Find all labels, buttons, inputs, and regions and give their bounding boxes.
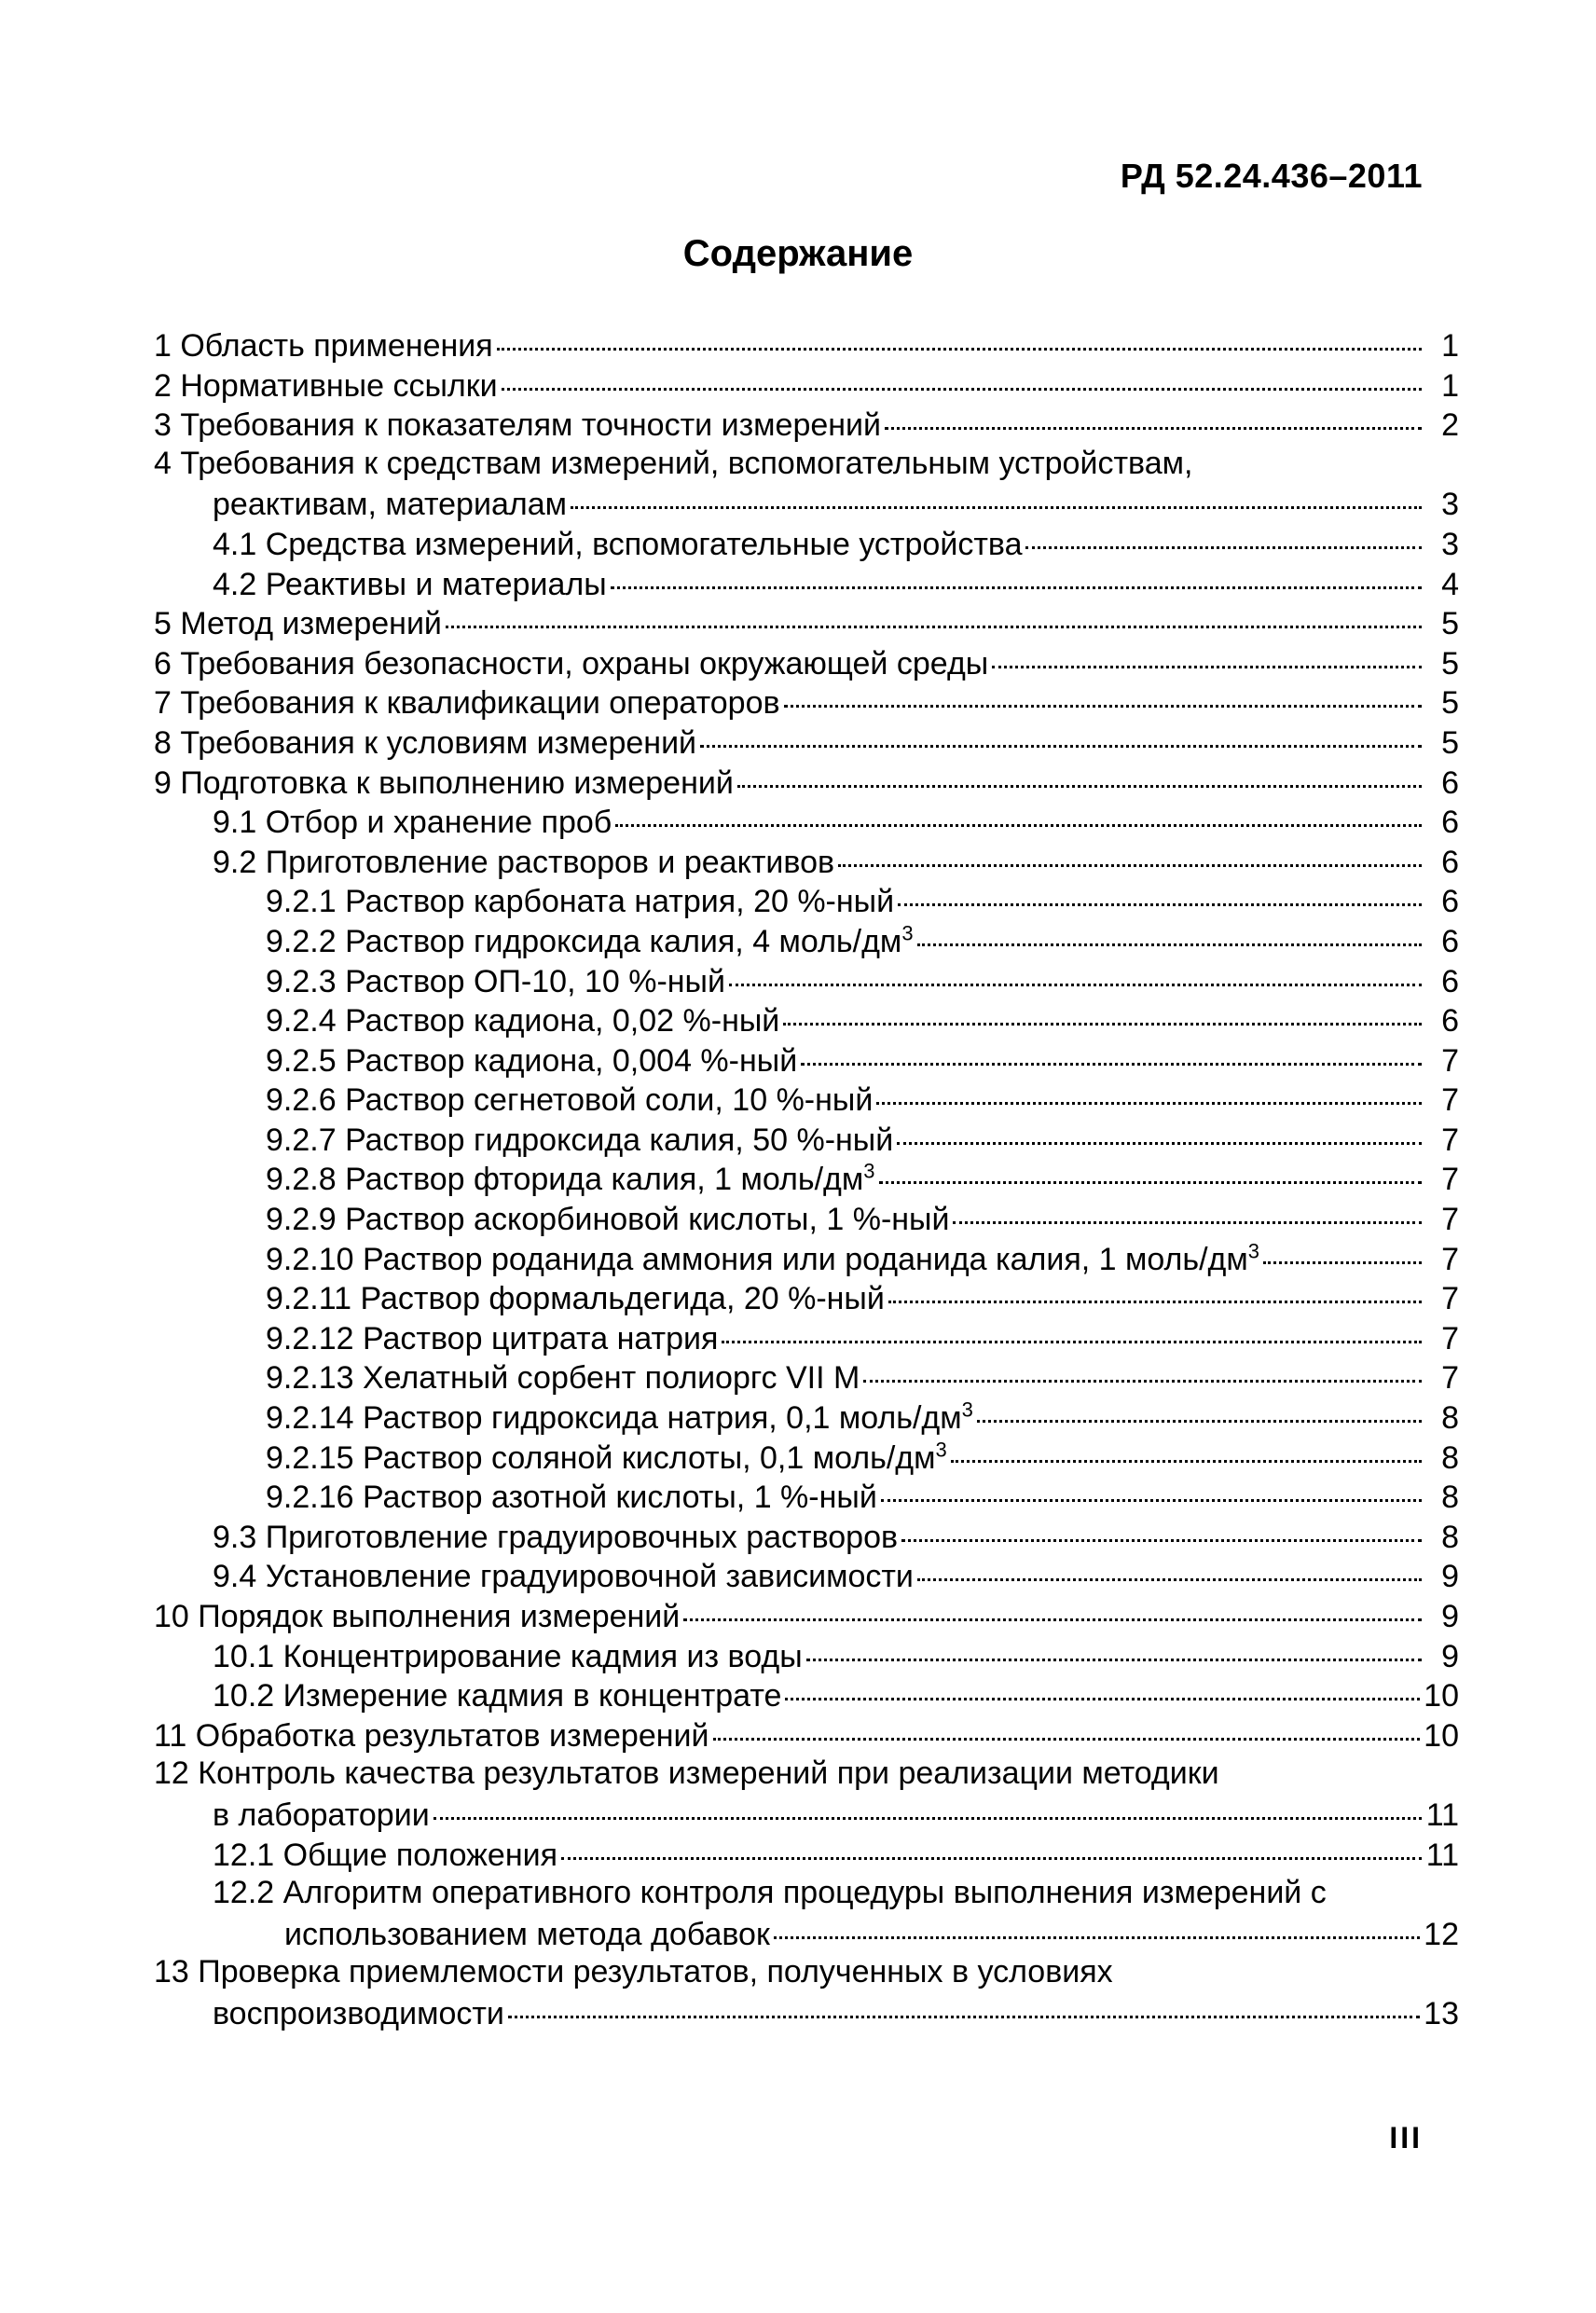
toc-entry-text: использованием метода добавок [284,1916,770,1952]
toc-entry-text: 9.2 Приготовление растворов и реактивов [213,844,835,880]
dot-leader [611,563,1422,595]
toc-entry-title [266,1398,973,1439]
dot-leader [571,483,1422,515]
toc-entry-title [266,1358,860,1398]
toc-entry-text: 9.2.2 Раствор гидроксида калия, 4 моль/дм [266,923,902,959]
toc-entry-text: 9.2.3 Раствор ОП-10, 10 %-ный [266,963,725,999]
toc-entry-title [266,1319,718,1359]
toc-entry-page: 7 [1441,1241,1459,1277]
dot-leader [876,1079,1422,1110]
toc-entry-title [213,1518,898,1558]
toc-entry-page: 8 [1441,1400,1459,1437]
toc-entry-text: 9.4 Установление градуировочной зависимости [213,1559,914,1595]
toc-entry-text: 7 Требования к квалификации операторов [154,685,780,722]
toc-entry-page: 3 [1441,526,1459,562]
dot-leader [497,324,1422,356]
toc-entry-superscript: 3 [901,921,914,945]
toc-entry[interactable] [154,602,1459,642]
toc-entry-title [154,604,442,644]
toc-entry-text: 8 Требования к условиям измерений [154,724,697,761]
dot-leader [774,1913,1420,1945]
toc-entry-page: 9 [1441,1559,1459,1595]
toc-entry[interactable] [154,1555,1459,1595]
toc-entry-text: 12.2 Алгоритм оперативного контроля процедуры выполнения измерений с [213,1875,1327,1911]
toc-entry[interactable] [154,1952,1459,1992]
toc-entry[interactable] [154,1079,1459,1119]
toc-entry-title [154,444,1192,484]
toc-entry-title [284,1915,770,1955]
toc-entry-title [154,644,988,684]
toc-entry[interactable] [154,1635,1459,1675]
toc-entry-text: 9.2.15 Раствор соляной кислоты, 0,1 моль/дм [266,1439,936,1476]
toc-entry-page: 7 [1441,1202,1459,1238]
toc-entry-text: 4.2 Реактивы и материалы [213,566,607,602]
toc-entry-title [266,1041,797,1081]
toc-entry-text: 10.1 Концентрирование кадмия из воды [213,1638,803,1674]
toc-entry-title [266,1240,1259,1280]
toc-entry[interactable] [154,1437,1459,1477]
toc-entry-title [154,683,780,723]
toc-entry-page: 10 [1424,1678,1459,1714]
toc-entry-text: 9.2.6 Раствор сегнетовой соли, 10 %-ный [266,1082,874,1119]
toc-entry[interactable] [154,324,1459,365]
toc-entry-title [213,843,834,883]
toc-entry-text: 10 Порядок выполнения измерений [154,1599,681,1634]
toc-entry[interactable] [154,762,1459,802]
toc-entry[interactable] [154,1595,1459,1635]
toc-entry-title [154,764,734,804]
toc-entry-page: 7 [1441,1360,1459,1397]
toc-entry-page: 6 [1441,884,1459,920]
toc-entry-text: 13 Проверка приемлемости результатов, полученных в условиях [154,1954,1113,1990]
toc-entry-page: 5 [1441,645,1459,682]
toc-entry-text: в лаборатории [213,1797,430,1833]
toc-entry-text: 9.2.13 Хелатный сорбент полиоргс VII М [266,1360,860,1397]
toc-entry-page: 1 [1441,367,1459,404]
toc-entry-title [154,326,493,366]
toc-entry[interactable] [154,1119,1459,1159]
toc-entry-page: 9 [1441,1638,1459,1674]
toc-entry-title [154,723,696,764]
toc-entry-page: 11 [1425,1837,1459,1873]
toc-entry-title [213,1873,1327,1913]
toc-entry[interactable] [154,841,1459,881]
toc-entry-text: 9.2.16 Раствор азотной кислоты, 1 %-ный [266,1480,877,1516]
toc-entry-page: 10 [1424,1717,1459,1754]
toc-entry[interactable] [154,1476,1459,1516]
toc-entry-superscript: 3 [863,1160,875,1184]
dot-leader [713,1714,1421,1746]
toc-entry[interactable] [154,1674,1459,1714]
toc-entry-title [213,1836,557,1876]
toc-entry-page: 7 [1441,1042,1459,1079]
toc-entry-text: 9.2.14 Раствор гидроксида натрия, 0,1 моль/дм [266,1400,962,1437]
toc-entry-page: 7 [1441,1320,1459,1356]
toc-entry[interactable] [154,999,1459,1039]
toc-entry[interactable] [154,1039,1459,1080]
toc-entry-text: 12 Контроль качества результатов измерений при реализации методики [154,1755,1219,1792]
toc-entry[interactable] [154,642,1459,682]
page-number: III [1389,2121,1423,2155]
toc-entry-text: 9.2.4 Раствор кадиона, 0,02 %-ный [266,1003,780,1039]
toc-entry-title [213,525,1022,565]
toc-entry-page: 12 [1424,1916,1459,1952]
toc-entry-superscript: 3 [1247,1239,1260,1263]
toc-entry-title [266,1478,877,1518]
toc-entry-title [266,1081,873,1121]
dot-leader [901,1516,1422,1548]
toc-entry-text: 5 Метод измерений [154,606,442,642]
dot-leader [881,1476,1422,1508]
table-of-contents [154,324,1459,2032]
toc-entry-text: 9.2.9 Раствор аскорбиновой кислоты, 1 %-ный [266,1202,950,1238]
toc-entry[interactable] [154,523,1459,563]
dot-leader [722,1317,1422,1349]
dot-leader [885,404,1422,435]
toc-entry[interactable] [154,563,1459,603]
dot-leader [917,1555,1422,1587]
toc-entry[interactable] [154,1356,1459,1397]
toc-entry[interactable] [154,920,1459,960]
toc-entry-title [266,962,725,1002]
toc-entry[interactable] [154,1992,1459,2032]
dot-leader [508,1992,1420,2024]
document-code: РД 52.24.436–2011 [1120,157,1423,195]
toc-entry-text: 9.2.1 Раствор карбоната натрия, 20 %-ный [266,884,895,920]
dot-leader [1263,1238,1422,1270]
toc-entry-title [266,1200,949,1240]
toc-entry-title [266,1279,885,1319]
dot-leader [898,880,1422,912]
toc-entry[interactable] [154,1158,1459,1198]
dot-leader [888,1277,1422,1309]
toc-entry-page: 1 [1441,328,1459,364]
toc-entry-page: 7 [1441,1082,1459,1119]
toc-entry-text: 9.2.5 Раствор кадиона, 0,004 %-ный [266,1042,798,1079]
dot-leader [784,682,1422,713]
toc-entry[interactable] [154,1714,1459,1755]
dot-leader [838,841,1422,873]
toc-entry-title [266,882,894,922]
toc-entry-text: 9.1 Отбор и хранение проб [213,805,612,841]
toc-entry[interactable] [154,1834,1459,1874]
page-title: Содержание [682,233,914,274]
toc-entry-text: 6 Требования безопасности, охраны окружающей среды [154,645,989,682]
toc-entry-text: 9.3 Приготовление градуировочных растворов [213,1519,899,1555]
toc-entry-page: 7 [1441,1281,1459,1317]
dot-leader [502,365,1422,396]
toc-entry[interactable] [154,1873,1459,1913]
toc-entry-page: 13 [1424,1995,1459,2031]
toc-entry-text: воспроизводимости [213,1995,504,2031]
toc-entry[interactable] [154,722,1459,762]
toc-entry-superscript: 3 [935,1438,947,1462]
toc-entry-page: 5 [1441,685,1459,722]
toc-entry[interactable] [154,1238,1459,1278]
toc-entry[interactable] [154,682,1459,722]
toc-entry-superscript: 3 [961,1397,973,1422]
dot-leader [785,1674,1420,1706]
toc-entry-text: 9.2.10 Раствор роданида аммония или роданида калия, 1 моль/дм [266,1241,1248,1277]
toc-entry[interactable] [154,1198,1459,1238]
toc-entry-title [213,565,607,605]
toc-entry-page: 3 [1441,487,1459,523]
toc-entry-page: 7 [1441,1162,1459,1198]
dot-leader [615,801,1422,833]
toc-entry-title [213,1557,914,1597]
toc-entry[interactable] [154,1754,1459,1794]
toc-entry-page: 5 [1441,606,1459,642]
toc-entry-text: 4.1 Средства измерений, вспомогательные устройства [213,526,1023,562]
toc-entry[interactable] [154,1277,1459,1317]
toc-entry[interactable] [154,365,1459,405]
toc-entry-title [266,1160,875,1200]
dot-leader [446,602,1422,634]
toc-entry-title [154,366,498,406]
toc-entry-text: 1 Область применения [154,328,493,364]
toc-entry-text: 9 Подготовка к выполнению измерений [154,764,734,801]
toc-entry-page: 4 [1441,566,1459,602]
toc-entry-page: 6 [1441,805,1459,841]
toc-entry-page: 6 [1441,963,1459,999]
toc-entry[interactable] [154,444,1459,484]
toc-entry-page: 6 [1441,844,1459,880]
dot-leader [917,920,1422,952]
toc-entry-page: 6 [1441,1003,1459,1039]
dot-leader [951,1437,1422,1468]
toc-entry[interactable] [154,960,1459,1000]
toc-entry[interactable] [154,1397,1459,1437]
toc-entry[interactable] [154,880,1459,920]
toc-entry-title [266,1439,947,1479]
toc-entry-title [266,1121,893,1161]
toc-entry-page: 8 [1441,1439,1459,1476]
dot-leader [953,1198,1422,1230]
toc-entry-text: 9.2.12 Раствор цитрата натрия [266,1320,719,1356]
dot-leader [683,1595,1422,1627]
dot-leader [433,1794,1422,1825]
toc-entry-title [154,1952,1113,1992]
toc-entry-text: 2 Нормативные ссылки [154,367,498,404]
toc-entry-text: 10.2 Измерение кадмия в концентрате [213,1678,782,1714]
toc-entry-text: 11 Обработка результатов измерений [154,1717,709,1754]
toc-entry-title [213,803,612,843]
dot-leader [806,1635,1422,1667]
dot-leader [700,722,1422,753]
toc-entry-page: 8 [1441,1519,1459,1555]
dot-leader [561,1834,1422,1866]
toc-entry-title [266,1001,779,1041]
dot-leader [897,1119,1422,1150]
toc-entry-page: 9 [1441,1599,1459,1634]
toc-entry[interactable] [154,1317,1459,1357]
toc-entry-title [213,1637,803,1677]
toc-entry-page: 6 [1441,764,1459,801]
toc-entry-text: реактивам, материалам [213,487,567,523]
toc-entry-page: 6 [1441,923,1459,959]
toc-entry-text: 3 Требования к показателям точности измерений [154,407,882,444]
toc-entry-title [266,922,914,962]
toc-entry-title [213,1796,430,1836]
toc-entry[interactable] [154,1516,1459,1556]
dot-leader [783,999,1422,1031]
toc-entry-text: 9.2.8 Раствор фторида калия, 1 моль/дм [266,1162,864,1198]
toc-entry-text: 9.2.11 Раствор формальдегида, 20 %-ный [266,1281,885,1317]
toc-entry-page: 8 [1441,1480,1459,1516]
toc-entry-page: 7 [1441,1122,1459,1158]
toc-entry-title [154,1597,680,1637]
toc-entry[interactable] [154,1794,1459,1834]
dot-leader [977,1397,1422,1428]
toc-entry-page: 2 [1441,407,1459,444]
dot-leader [992,642,1422,674]
toc-entry-title [154,406,881,446]
toc-entry[interactable] [154,483,1459,523]
toc-entry-title [213,1994,504,2034]
toc-entry-page: 11 [1425,1797,1459,1833]
toc-entry[interactable] [154,404,1459,444]
dot-leader [729,960,1422,992]
dot-leader [801,1039,1422,1071]
toc-entry[interactable] [154,801,1459,841]
toc-entry[interactable] [154,1913,1459,1953]
toc-entry-title [213,485,567,525]
toc-entry-text: 12.1 Общие положения [213,1837,558,1873]
toc-entry-title [154,1754,1219,1794]
toc-entry-title [154,1716,709,1756]
toc-entry-page: 5 [1441,724,1459,761]
toc-entry-text: 9.2.7 Раствор гидроксида калия, 50 %-ный [266,1122,894,1158]
dot-leader [863,1356,1422,1388]
toc-entry-text: 4 Требования к средствам измерений, вспомогательным устройствам, [154,445,1193,481]
dot-leader [1025,523,1422,555]
toc-entry-title [213,1676,781,1716]
dot-leader [737,762,1422,793]
dot-leader [879,1158,1423,1190]
